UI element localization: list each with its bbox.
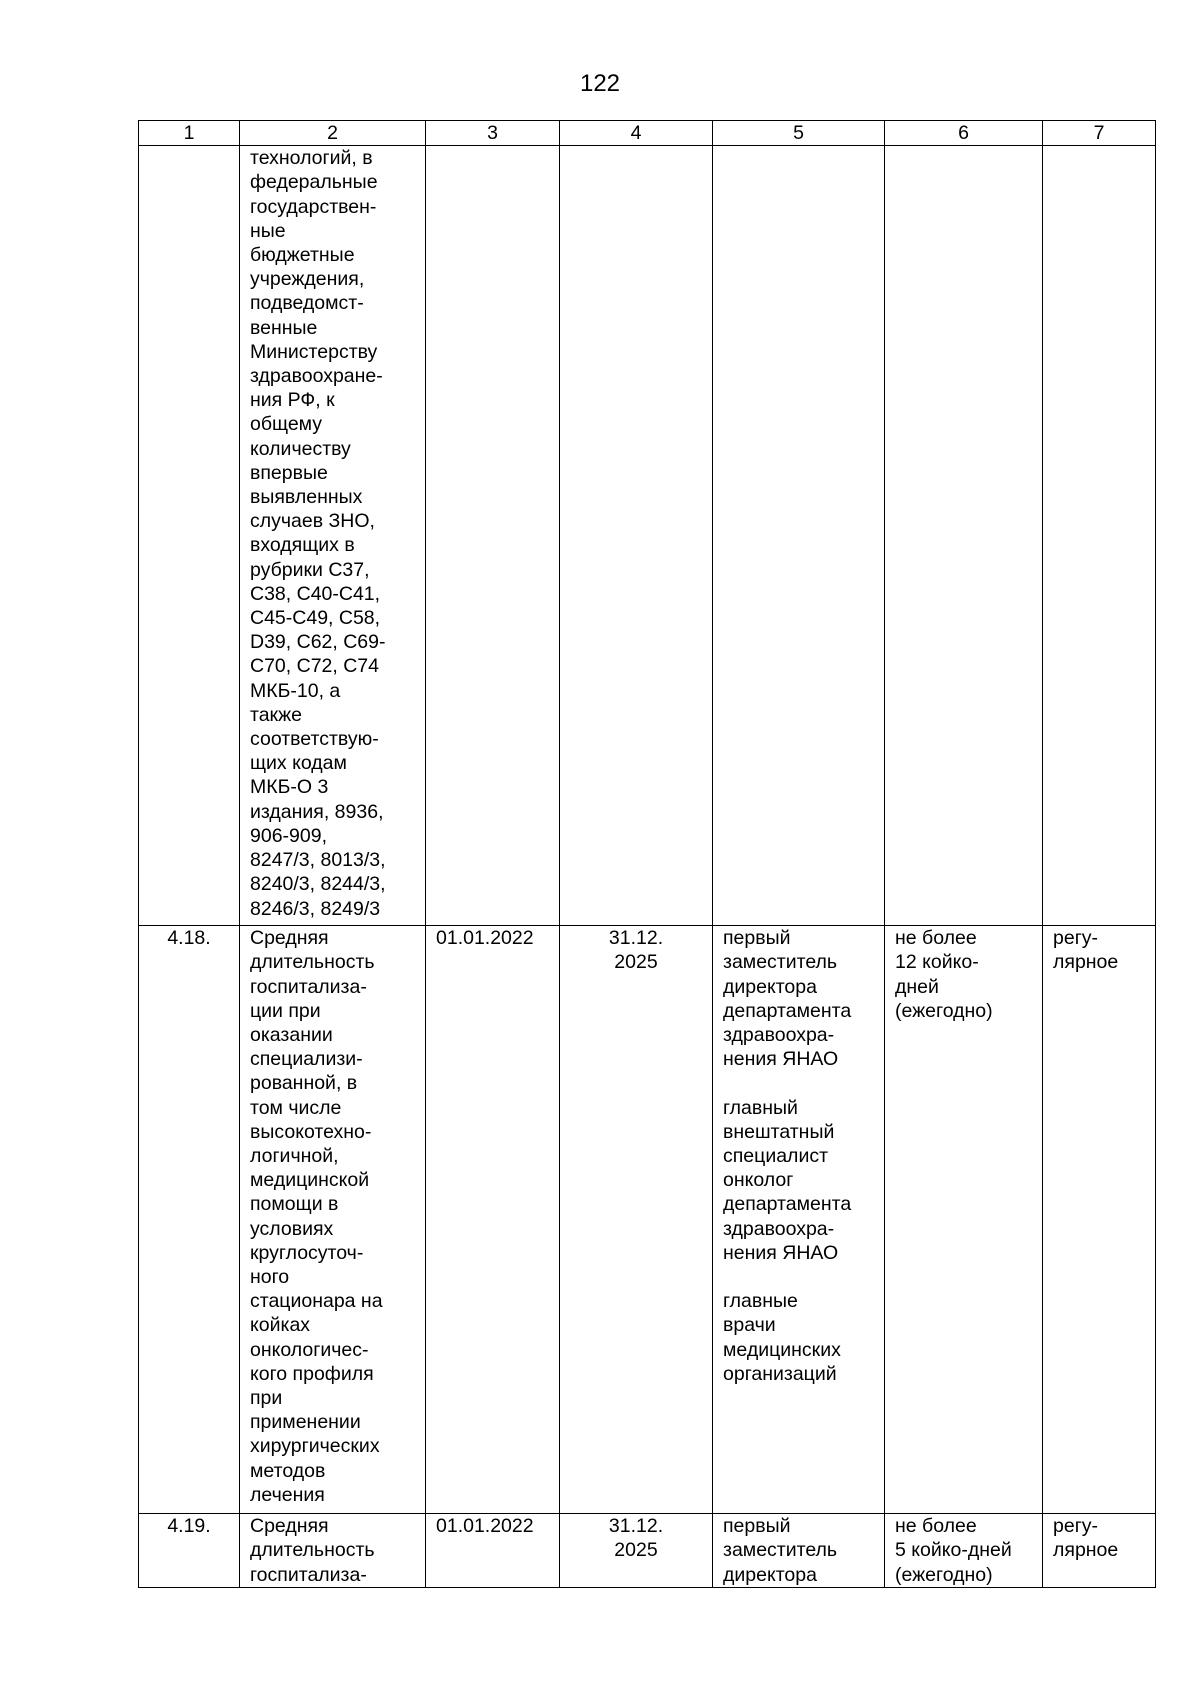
start-date: 01.01.2022: [426, 926, 560, 1514]
measures-table: [138, 120, 1156, 1588]
column-header-7: 7: [1043, 121, 1156, 146]
target-value: [885, 146, 1043, 926]
table-row: [139, 146, 1156, 926]
end-date: 31.12. 2025: [560, 1514, 713, 1588]
column-header-2: 2: [240, 121, 426, 146]
column-header-3: 3: [426, 121, 560, 146]
column-header-1: 1: [139, 121, 240, 146]
start-date: [426, 146, 560, 926]
column-header-6: 6: [885, 121, 1043, 146]
indicator-name: технологий, в федеральные государствен- ные бюджетные учреждения, подведомст- венные Министерству здравоохране- ния РФ, к общему количеству впервые выявленных случаев ЗНО, входящих в рубрики С37, С38, С40-С41, С45-С49, С58, D39, С62, С69- С70, С72, С74 МКБ-10, а также соответствую- щих кодам МКБ-О 3 издания, 8936, 906-909, 8247/3, 8013/3, 8240/3, 8244/3, 8246/3, 8249/3: [240, 146, 426, 926]
page-number: 122: [579, 70, 621, 97]
row-number: 4.19.: [139, 1514, 240, 1588]
responsible-persons: первый заместитель директора: [713, 1514, 885, 1588]
column-header-5: 5: [713, 121, 885, 146]
measure-type: регу- лярное: [1043, 926, 1156, 1514]
row-number: 4.18.: [139, 926, 240, 1514]
start-date: 01.01.2022: [426, 1514, 560, 1588]
end-date: [560, 146, 713, 926]
measure-type: [1043, 146, 1156, 926]
column-number-row: [139, 121, 1156, 146]
responsible-persons: первый заместитель директора департамента здравоохра- нения ЯНАО главный внештатный специалист онколог департамента здравоохра- нения ЯНАО главные врачи медицинских организаций: [713, 926, 885, 1514]
responsible-persons: [713, 146, 885, 926]
target-value: не более 12 койко- дней (ежегодно): [885, 926, 1043, 1514]
table-row: [139, 1514, 1156, 1588]
end-date: 31.12. 2025: [560, 926, 713, 1514]
table-row: [139, 926, 1156, 1514]
target-value: не более 5 койко-дней (ежегодно): [885, 1514, 1043, 1588]
indicator-name: Средняя длительность госпитализа-: [240, 1514, 426, 1588]
measure-type: регу- лярное: [1043, 1514, 1156, 1588]
indicator-name: Средняя длительность госпитализа- ции при оказании специализи- рованной, в том числе высокотехно- логичной, медицинской помощи в условиях круглосуточ- ного стационара на койках онкологичес- кого профиля при применении хирургических методов лечения: [240, 926, 426, 1514]
row-number: [139, 146, 240, 926]
column-header-4: 4: [560, 121, 713, 146]
